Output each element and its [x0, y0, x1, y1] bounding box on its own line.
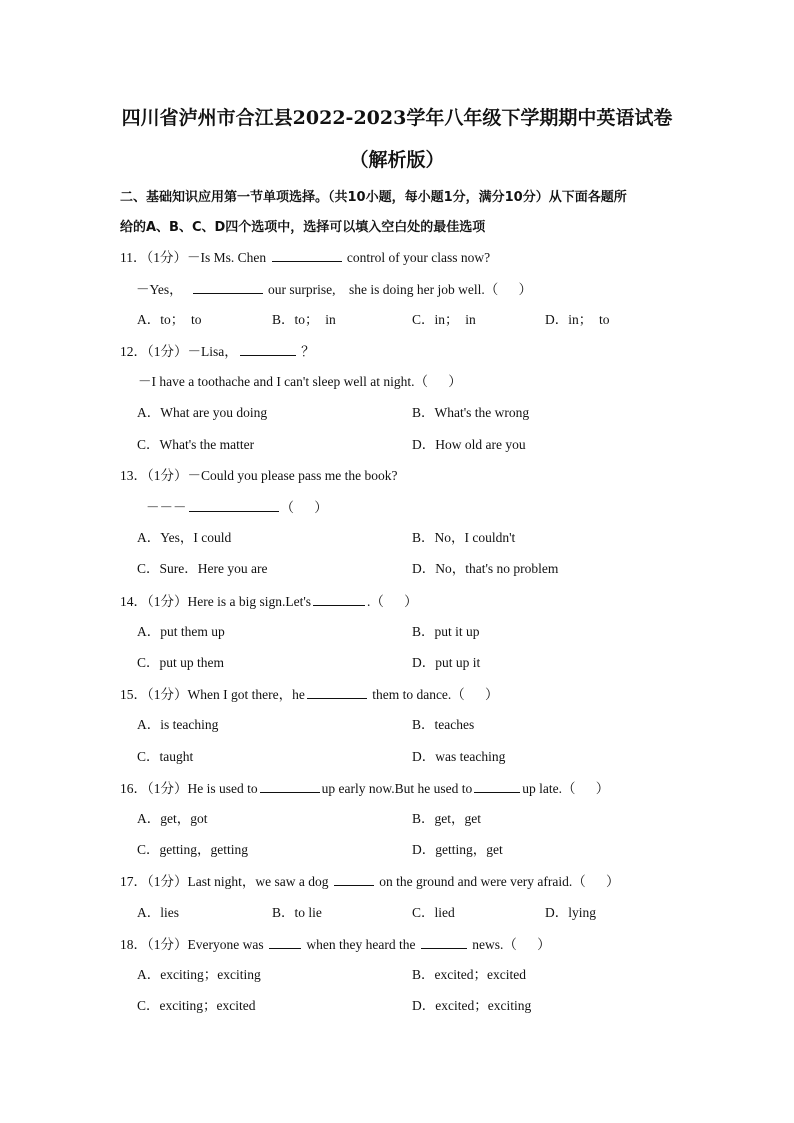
option-a[interactable]: A．put them up: [137, 624, 225, 639]
option-b[interactable]: B．What's the wrong: [412, 405, 530, 420]
option-d[interactable]: D．How old are you: [412, 437, 526, 452]
option-d[interactable]: D．put up it: [412, 655, 481, 670]
answer-blank: [269, 935, 301, 949]
option-b[interactable]: B．put it up: [412, 624, 480, 639]
page-title: 四川省泸州市合江县2022-2023学年八年级下学期期中英语试卷: [121, 107, 673, 129]
answer-blank: [240, 342, 296, 356]
question-17: 17．（1分）Last night，we saw a dog on the ground and were very afraid.（ ）: [120, 874, 620, 889]
question-13-reply: －－－ （ ）: [146, 500, 328, 515]
option-d[interactable]: D．in； to: [545, 312, 610, 327]
option-a[interactable]: A．is teaching: [137, 717, 219, 732]
option-b[interactable]: B．excited；excited: [412, 967, 526, 982]
answer-blank: [421, 935, 467, 949]
question-11-reply: －Yes， our surprise, she is doing her job well.（ ）: [136, 282, 532, 297]
answer-blank: [474, 779, 520, 793]
option-c[interactable]: C．exciting；excited: [137, 998, 256, 1013]
question-12-reply: －I have a toothache and I can't sleep well at night.（ ）: [138, 374, 462, 389]
option-c[interactable]: C．lied: [412, 905, 455, 920]
answer-blank: [313, 592, 365, 606]
page-subtitle: （解析版）: [349, 149, 445, 171]
option-c[interactable]: C．getting，getting: [137, 842, 248, 857]
option-c[interactable]: C．What's the matter: [137, 437, 255, 452]
option-d[interactable]: D．excited；exciting: [412, 998, 532, 1013]
question-14: 14．（1分）Here is a big sign.Let's .（ ）: [120, 594, 418, 609]
option-b[interactable]: B．teaches: [412, 717, 475, 732]
option-c[interactable]: C．in； in: [412, 312, 476, 327]
question-11: 11．（1分）－Is Ms. Chen control of your class now?: [120, 250, 491, 265]
option-a[interactable]: A．Yes，I could: [137, 530, 232, 545]
option-b[interactable]: B．to； in: [272, 312, 336, 327]
option-d[interactable]: D．getting，get: [412, 842, 503, 857]
option-a[interactable]: A．get，got: [137, 811, 208, 826]
answer-blank: [260, 779, 320, 793]
option-a[interactable]: A．exciting；exciting: [137, 967, 261, 982]
answer-blank: [307, 685, 367, 699]
option-d[interactable]: D．lying: [545, 905, 597, 920]
answer-blank: [272, 248, 342, 262]
option-c[interactable]: C．taught: [137, 749, 194, 764]
option-a[interactable]: A．lies: [137, 905, 179, 920]
section-instructions-line1: 二、基础知识应用第一节单项选择。（共10小题，每小题1分，满分10分）从下面各题所: [120, 190, 627, 205]
option-d[interactable]: D．No，that's no problem: [412, 561, 559, 576]
option-b[interactable]: B．get，get: [412, 811, 481, 826]
question-16: 16．（1分）He is used to up early now.But he used to up late.（ ）: [120, 781, 610, 796]
answer-blank: [193, 280, 263, 294]
option-d[interactable]: D．was teaching: [412, 749, 506, 764]
answer-blank: [334, 872, 374, 886]
question-13: 13．（1分）－Could you please pass me the book?: [120, 468, 398, 483]
question-15: 15．（1分）When I got there，he them to dance.（ ）: [120, 687, 499, 702]
question-18: 18．（1分）Everyone was when they heard the news.（ ）: [120, 937, 551, 952]
option-b[interactable]: B．to lie: [272, 905, 322, 920]
section-instructions-line2: 给的A、B、C、D四个选项中，选择可以填入空白处的最佳选项: [120, 220, 486, 235]
option-c[interactable]: C．Sure．Here you are: [137, 561, 268, 576]
question-12: 12．（1分）－Lisa， ？: [120, 344, 315, 359]
answer-blank: [189, 498, 279, 512]
option-a[interactable]: A．to； to: [137, 312, 202, 327]
option-a[interactable]: A．What are you doing: [137, 405, 268, 420]
option-c[interactable]: C．put up them: [137, 655, 224, 670]
option-b[interactable]: B．No，I couldn't: [412, 530, 516, 545]
